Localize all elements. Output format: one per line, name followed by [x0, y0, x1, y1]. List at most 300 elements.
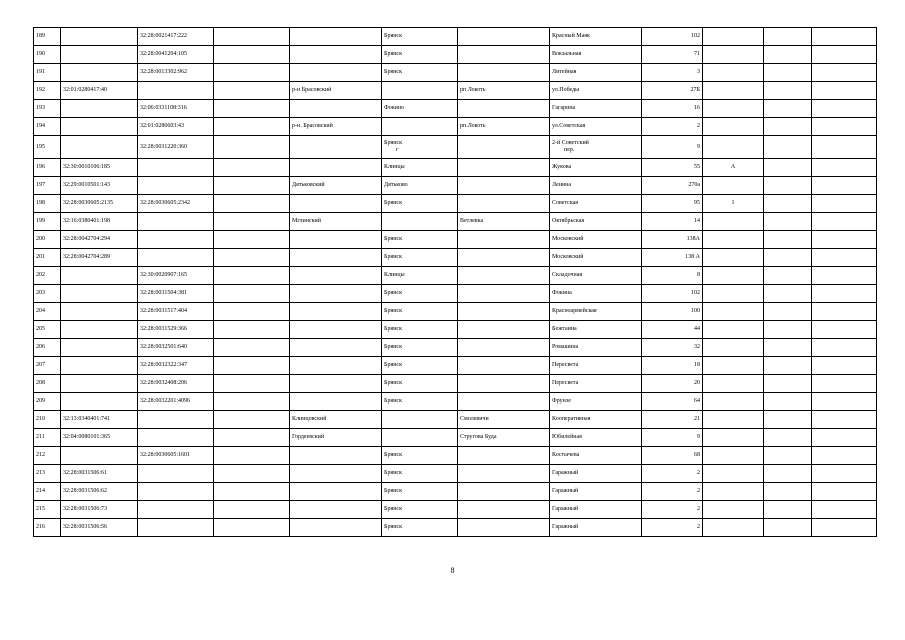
- cell-street: Гаражный: [550, 501, 642, 519]
- cell-city: [382, 82, 458, 100]
- cell-district: [290, 339, 382, 357]
- cell-extra-a: [764, 501, 812, 519]
- table-row: [34, 82, 877, 100]
- cell-cadastral-number-b: 32:28:0030605:2342: [138, 195, 214, 213]
- cell-extra-a: [764, 321, 812, 339]
- cell-extra-a: [764, 483, 812, 501]
- cell-city: Брянск: [382, 231, 458, 249]
- cell-settlement: [458, 177, 550, 195]
- cell-cadastral-number-b: 32:28:0041204:105: [138, 46, 214, 64]
- cell-building: [703, 375, 764, 393]
- cell-line-1: Брянск: [384, 140, 402, 146]
- cell-row-number: 193: [34, 100, 61, 118]
- cell-extra-a: [764, 82, 812, 100]
- cell-settlement: рп.Локоть: [458, 118, 550, 136]
- cell-cadastral-number-c: [214, 118, 290, 136]
- cell-row-number: 198: [34, 195, 61, 213]
- cell-house-number: 2: [642, 501, 703, 519]
- cell-settlement: [458, 267, 550, 285]
- cell-street: Жукова: [550, 159, 642, 177]
- cell-cadastral-number-a: [61, 136, 138, 159]
- cell-row-number: 203: [34, 285, 61, 303]
- cell-extra-a: [764, 46, 812, 64]
- cell-cadastral-number-b: [138, 82, 214, 100]
- table-row: [34, 159, 877, 177]
- cell-settlement: [458, 375, 550, 393]
- cell-settlement: [458, 136, 550, 159]
- cell-building: [703, 267, 764, 285]
- cell-cadastral-number-c: [214, 303, 290, 321]
- cell-cadastral-number-a: [61, 321, 138, 339]
- cell-settlement: Ветлевка: [458, 213, 550, 231]
- cell-city: [382, 118, 458, 136]
- cell-row-number: 195: [34, 136, 61, 159]
- cell-city: Брянск: [382, 321, 458, 339]
- cell-building: [703, 118, 764, 136]
- cell-settlement: [458, 483, 550, 501]
- table-row: [34, 195, 877, 213]
- cell-building: [703, 249, 764, 267]
- cell-extra-b: [812, 64, 877, 82]
- cell-cadastral-number-b: [138, 429, 214, 447]
- cell-extra-b: [812, 46, 877, 64]
- cell-row-number: 202: [34, 267, 61, 285]
- cell-city: Брянск: [382, 447, 458, 465]
- cell-extra-a: [764, 213, 812, 231]
- cell-settlement: [458, 465, 550, 483]
- cell-cadastral-number-b: 32:28:0032322:347: [138, 357, 214, 375]
- cell-cadastral-number-b: [138, 501, 214, 519]
- cell-extra-a: [764, 357, 812, 375]
- cell-cadastral-number-b: 32:28:0031529:366: [138, 321, 214, 339]
- cell-cadastral-number-a: 32:28:0031506:61: [61, 465, 138, 483]
- cell-house-number: 64: [642, 393, 703, 411]
- cell-city: [382, 411, 458, 429]
- cell-district: [290, 28, 382, 46]
- cell-extra-a: [764, 519, 812, 537]
- cell-city: Брянск: [382, 357, 458, 375]
- cell-cadastral-number-a: [61, 64, 138, 82]
- cell-settlement: [458, 303, 550, 321]
- cell-district: [290, 231, 382, 249]
- cell-cadastral-number-b: [138, 213, 214, 231]
- cell-cadastral-number-b: 32:28:0030605:1601: [138, 447, 214, 465]
- cell-row-number: 196: [34, 159, 61, 177]
- cell-extra-a: [764, 249, 812, 267]
- cell-row-number: 200: [34, 231, 61, 249]
- cell-building: [703, 285, 764, 303]
- cell-settlement: [458, 28, 550, 46]
- cell-cadastral-number-a: 32:28:0042704:294: [61, 231, 138, 249]
- cell-extra-a: [764, 429, 812, 447]
- table-row: [34, 483, 877, 501]
- cell-cadastral-number-a: 32:28:0030605:2135: [61, 195, 138, 213]
- cell-house-number: 18: [642, 357, 703, 375]
- cell-cadastral-number-b: 32:28:0032501:640: [138, 339, 214, 357]
- table-row: [34, 267, 877, 285]
- cell-building: [703, 46, 764, 64]
- cell-street: Кооперативная: [550, 411, 642, 429]
- cell-building: [703, 28, 764, 46]
- cell-row-number: 206: [34, 339, 61, 357]
- cell-building: [703, 519, 764, 537]
- cell-district: р-н. Брасовский: [290, 118, 382, 136]
- cell-city: Брянск: [382, 339, 458, 357]
- table-row: [34, 357, 877, 375]
- table-row: [34, 303, 877, 321]
- cell-building: [703, 411, 764, 429]
- cell-cadastral-number-a: 32:13:0340401:741: [61, 411, 138, 429]
- cell-city: Брянск: [382, 64, 458, 82]
- cell-city: Брянск: [382, 303, 458, 321]
- cell-cadastral-number-a: [61, 357, 138, 375]
- cell-extra-a: [764, 465, 812, 483]
- cell-street: Гаражный: [550, 519, 642, 537]
- cell-extra-a: [764, 285, 812, 303]
- table-row: [34, 411, 877, 429]
- cell-district: [290, 519, 382, 537]
- cell-line-2: пер.: [564, 147, 575, 153]
- cell-house-number: 21: [642, 411, 703, 429]
- cell-extra-b: [812, 465, 877, 483]
- cell-settlement: [458, 501, 550, 519]
- cell-extra-b: [812, 136, 877, 159]
- cell-cadastral-number-a: [61, 447, 138, 465]
- cell-settlement: [458, 321, 550, 339]
- cell-cadastral-number-a: [61, 100, 138, 118]
- cell-cadastral-number-c: [214, 357, 290, 375]
- registry-table-body: [34, 28, 877, 537]
- cell-house-number: 27Б: [642, 82, 703, 100]
- cell-building: [703, 501, 764, 519]
- cell-cadastral-number-a: 32:28:0042704:289: [61, 249, 138, 267]
- cell-house-number: 2: [642, 483, 703, 501]
- cell-district: [290, 375, 382, 393]
- cell-extra-b: [812, 303, 877, 321]
- cell-extra-a: [764, 100, 812, 118]
- cell-settlement: [458, 249, 550, 267]
- cell-row-number: 201: [34, 249, 61, 267]
- cell-extra-b: [812, 100, 877, 118]
- cell-house-number: 32: [642, 339, 703, 357]
- cell-cadastral-number-a: [61, 267, 138, 285]
- cell-street: Фокина: [550, 285, 642, 303]
- cell-extra-a: [764, 136, 812, 159]
- table-row: [34, 447, 877, 465]
- cell-city: [382, 136, 458, 159]
- cell-district: [290, 357, 382, 375]
- cell-row-number: 211: [34, 429, 61, 447]
- cell-house-number: 20: [642, 375, 703, 393]
- cell-cadastral-number-c: [214, 159, 290, 177]
- cell-house-number: 2: [642, 118, 703, 136]
- table-row: [34, 501, 877, 519]
- cell-building: [703, 231, 764, 249]
- cell-cadastral-number-c: [214, 100, 290, 118]
- cell-building: 1: [703, 195, 764, 213]
- cell-extra-b: [812, 429, 877, 447]
- cell-street: Литейная: [550, 64, 642, 82]
- registry-table: [33, 27, 877, 537]
- cell-city: Клинцы: [382, 159, 458, 177]
- cell-settlement: [458, 393, 550, 411]
- cell-building: [703, 393, 764, 411]
- table-row: [34, 100, 877, 118]
- cell-cadastral-number-c: [214, 501, 290, 519]
- cell-city: [382, 429, 458, 447]
- cell-extra-a: [764, 339, 812, 357]
- cell-settlement: [458, 64, 550, 82]
- cell-extra-b: [812, 321, 877, 339]
- cell-building: [703, 483, 764, 501]
- cell-extra-a: [764, 28, 812, 46]
- cell-settlement: [458, 159, 550, 177]
- cell-cadastral-number-a: [61, 28, 138, 46]
- cell-cadastral-number-b: 32:28:0031220:360: [138, 136, 214, 159]
- table-row: [34, 285, 877, 303]
- cell-cadastral-number-c: [214, 64, 290, 82]
- cell-street: Юбилейная: [550, 429, 642, 447]
- cell-house-number: 3: [642, 64, 703, 82]
- cell-street: ул.Советская: [550, 118, 642, 136]
- cell-cadastral-number-b: 32:28:0031504:381: [138, 285, 214, 303]
- cell-extra-b: [812, 483, 877, 501]
- table-row: [34, 393, 877, 411]
- cell-building: [703, 339, 764, 357]
- cell-city: Брянск: [382, 249, 458, 267]
- cell-cadastral-number-c: [214, 519, 290, 537]
- cell-building: [703, 82, 764, 100]
- cell-cadastral-number-c: [214, 177, 290, 195]
- cell-house-number: 68: [642, 447, 703, 465]
- table-row: [34, 177, 877, 195]
- cell-extra-b: [812, 501, 877, 519]
- cell-house-number: 138 А: [642, 249, 703, 267]
- cell-extra-a: [764, 303, 812, 321]
- cell-building: А: [703, 159, 764, 177]
- cell-extra-a: [764, 177, 812, 195]
- cell-cadastral-number-b: [138, 249, 214, 267]
- cell-cadastral-number-b: 32:06:0331108:316: [138, 100, 214, 118]
- cell-cadastral-number-b: [138, 519, 214, 537]
- cell-settlement: [458, 519, 550, 537]
- cell-extra-b: [812, 411, 877, 429]
- cell-row-number: 213: [34, 465, 61, 483]
- cell-district: Мглинский: [290, 213, 382, 231]
- cell-cadastral-number-b: [138, 231, 214, 249]
- cell-street: Фрунзе: [550, 393, 642, 411]
- table-row: [34, 429, 877, 447]
- cell-district: Гордеевский: [290, 429, 382, 447]
- cell-street: Гагарина: [550, 100, 642, 118]
- cell-row-number: 215: [34, 501, 61, 519]
- cell-cadastral-number-c: [214, 483, 290, 501]
- cell-district: [290, 285, 382, 303]
- cell-building: [703, 321, 764, 339]
- cell-settlement: рп Локоть: [458, 82, 550, 100]
- cell-cadastral-number-b: [138, 465, 214, 483]
- cell-city: Брянск: [382, 465, 458, 483]
- table-row: [34, 321, 877, 339]
- cell-cadastral-number-b: [138, 177, 214, 195]
- cell-row-number: 212: [34, 447, 61, 465]
- cell-extra-b: [812, 339, 877, 357]
- cell-cadastral-number-c: [214, 447, 290, 465]
- cell-house-number: 102: [642, 28, 703, 46]
- cell-district: Клинцовский: [290, 411, 382, 429]
- cell-district: [290, 46, 382, 64]
- cell-city: [382, 213, 458, 231]
- cell-row-number: 199: [34, 213, 61, 231]
- cell-street: Гаражный: [550, 483, 642, 501]
- cell-city: Брянск: [382, 501, 458, 519]
- cell-cadastral-number-c: [214, 267, 290, 285]
- cell-cadastral-number-c: [214, 231, 290, 249]
- cell-district: [290, 195, 382, 213]
- cell-cadastral-number-a: [61, 393, 138, 411]
- cell-row-number: 194: [34, 118, 61, 136]
- cell-city: Брянск: [382, 46, 458, 64]
- cell-district: [290, 64, 382, 82]
- cell-street: Ромашина: [550, 339, 642, 357]
- cell-line-2: г: [396, 147, 399, 153]
- cell-building: [703, 136, 764, 159]
- table-row: [34, 249, 877, 267]
- cell-district: [290, 249, 382, 267]
- cell-house-number: 102: [642, 285, 703, 303]
- cell-extra-b: [812, 519, 877, 537]
- cell-building: [703, 177, 764, 195]
- cell-cadastral-number-a: 32:28:0031506:62: [61, 483, 138, 501]
- cell-row-number: 197: [34, 177, 61, 195]
- cell-cadastral-number-b: [138, 411, 214, 429]
- cell-house-number: 44: [642, 321, 703, 339]
- cell-row-number: 216: [34, 519, 61, 537]
- cell-settlement: [458, 447, 550, 465]
- cell-extra-a: [764, 375, 812, 393]
- cell-cadastral-number-c: [214, 339, 290, 357]
- cell-city: Клинцы: [382, 267, 458, 285]
- cell-city: Фокино: [382, 100, 458, 118]
- cell-settlement: [458, 195, 550, 213]
- cell-row-number: 208: [34, 375, 61, 393]
- cell-building: [703, 303, 764, 321]
- cell-extra-b: [812, 447, 877, 465]
- cell-street: ул.Победы: [550, 82, 642, 100]
- cell-row-number: 205: [34, 321, 61, 339]
- cell-building: [703, 100, 764, 118]
- cell-street: Костычева: [550, 447, 642, 465]
- cell-cadastral-number-a: [61, 46, 138, 64]
- cell-extra-b: [812, 375, 877, 393]
- cell-street: Пересвета: [550, 357, 642, 375]
- cell-row-number: 207: [34, 357, 61, 375]
- cell-cadastral-number-c: [214, 285, 290, 303]
- cell-city: Брянск: [382, 375, 458, 393]
- cell-city: Брянск: [382, 285, 458, 303]
- table-row: [34, 28, 877, 46]
- cell-district: Дятьковский: [290, 177, 382, 195]
- cell-extra-b: [812, 28, 877, 46]
- cell-city: Брянск: [382, 519, 458, 537]
- cell-cadastral-number-b: 32:28:0021417:222: [138, 28, 214, 46]
- cell-building: [703, 447, 764, 465]
- cell-cadastral-number-b: 32:28:0013302:962: [138, 64, 214, 82]
- cell-building: [703, 465, 764, 483]
- cell-district: [290, 159, 382, 177]
- cell-cadastral-number-b: 32:28:0032408:206: [138, 375, 214, 393]
- cell-house-number: 9: [642, 136, 703, 159]
- table-row: [34, 375, 877, 393]
- cell-extra-a: [764, 267, 812, 285]
- cell-city: Брянск: [382, 195, 458, 213]
- cell-house-number: 71: [642, 46, 703, 64]
- cell-cadastral-number-a: [61, 285, 138, 303]
- cell-cadastral-number-c: [214, 465, 290, 483]
- cell-cadastral-number-a: [61, 118, 138, 136]
- cell-district: [290, 465, 382, 483]
- cell-cadastral-number-b: 32:28:0031517:404: [138, 303, 214, 321]
- cell-cadastral-number-b: [138, 159, 214, 177]
- cell-settlement: [458, 357, 550, 375]
- cell-cadastral-number-a: 32:04:0080101:365: [61, 429, 138, 447]
- cell-cadastral-number-a: 32:28:0031506:56: [61, 519, 138, 537]
- cell-cadastral-number-b: 32:28:0032201:4096: [138, 393, 214, 411]
- cell-city: Брянск: [382, 28, 458, 46]
- cell-cadastral-number-c: [214, 393, 290, 411]
- cell-row-number: 210: [34, 411, 61, 429]
- cell-street: Пересвета: [550, 375, 642, 393]
- cell-cadastral-number-a: 32:16:0380401:198: [61, 213, 138, 231]
- cell-cadastral-number-c: [214, 46, 290, 64]
- cell-district: [290, 303, 382, 321]
- cell-house-number: 100: [642, 303, 703, 321]
- cell-cadastral-number-c: [214, 411, 290, 429]
- cell-cadastral-number-c: [214, 321, 290, 339]
- cell-city: Брянск: [382, 393, 458, 411]
- cell-extra-a: [764, 393, 812, 411]
- cell-row-number: 209: [34, 393, 61, 411]
- cell-street: Октябрьская: [550, 213, 642, 231]
- cell-settlement: [458, 231, 550, 249]
- cell-house-number: 95: [642, 195, 703, 213]
- cell-cadastral-number-c: [214, 195, 290, 213]
- table-row: [34, 231, 877, 249]
- cell-cadastral-number-a: 32:01:0280417:40: [61, 82, 138, 100]
- cell-extra-b: [812, 249, 877, 267]
- cell-district: [290, 393, 382, 411]
- cell-street: Вокзальная: [550, 46, 642, 64]
- cell-extra-b: [812, 82, 877, 100]
- cell-district: [290, 501, 382, 519]
- cell-settlement: [458, 100, 550, 118]
- cell-settlement: [458, 285, 550, 303]
- cell-street: Красноармейская: [550, 303, 642, 321]
- cell-extra-b: [812, 231, 877, 249]
- cell-house-number: 2: [642, 519, 703, 537]
- cell-extra-a: [764, 411, 812, 429]
- page-number: 8: [450, 566, 455, 575]
- cell-extra-a: [764, 118, 812, 136]
- cell-settlement: [458, 46, 550, 64]
- cell-settlement: Струговa Буда: [458, 429, 550, 447]
- cell-row-number: 214: [34, 483, 61, 501]
- table-row: [34, 213, 877, 231]
- cell-street: Складочная: [550, 267, 642, 285]
- cell-house-number: 8: [642, 267, 703, 285]
- cell-extra-b: [812, 159, 877, 177]
- cell-cadastral-number-c: [214, 28, 290, 46]
